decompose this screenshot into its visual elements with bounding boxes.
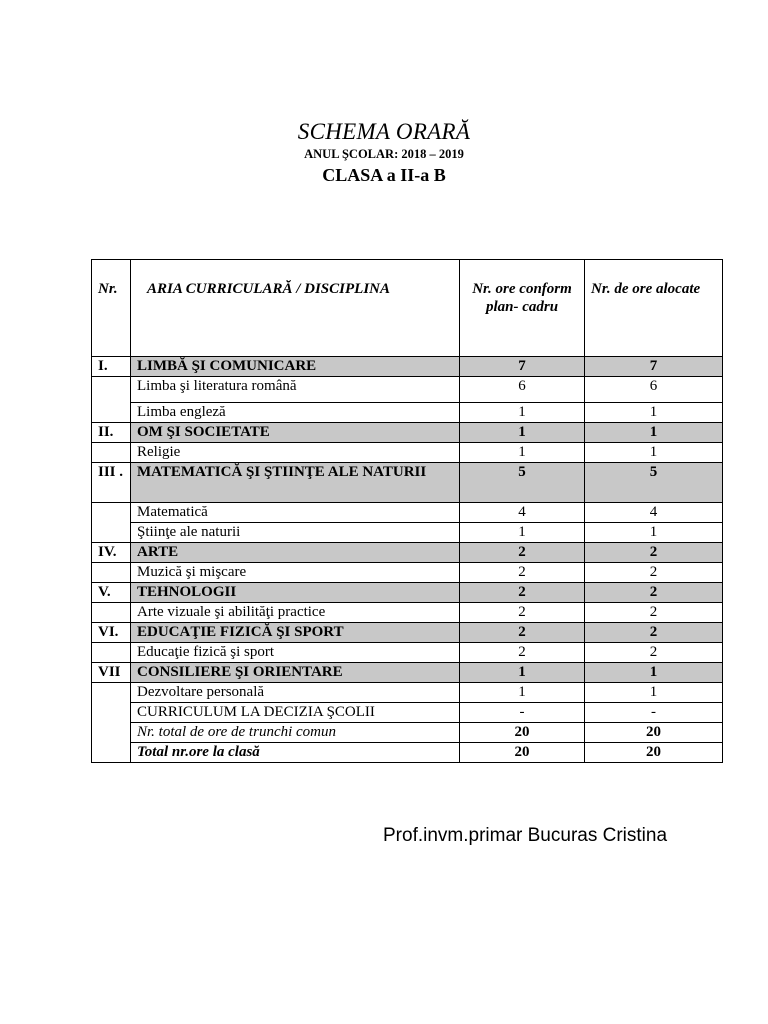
header-nr: Nr. (92, 260, 131, 357)
row-number (92, 523, 131, 543)
allocated-hours: 2 (585, 623, 723, 643)
row-number (92, 683, 131, 703)
plan-hours: 2 (460, 563, 585, 583)
teacher-signature: Prof.invm.primar Bucuras Cristina (383, 825, 668, 846)
discipline-name: CONSILIERE ŞI ORIENTARE (131, 663, 460, 683)
allocated-hours: 1 (585, 663, 723, 683)
plan-hours: 1 (460, 523, 585, 543)
table-header-row (92, 260, 723, 357)
allocated-hours: 2 (585, 643, 723, 663)
plan-hours: 1 (460, 683, 585, 703)
table-row-group (92, 357, 723, 377)
discipline-name: MATEMATICĂ ŞI ŞTIINŢE ALE NATURII (131, 463, 460, 503)
allocated-hours: 4 (585, 503, 723, 523)
table-row (92, 643, 723, 663)
row-number (92, 603, 131, 623)
row-number (92, 563, 131, 583)
row-number (92, 703, 131, 723)
row-number (92, 503, 131, 523)
row-number: III . (92, 463, 131, 503)
plan-hours: 2 (460, 623, 585, 643)
plan-hours: 2 (460, 643, 585, 663)
discipline-name: TEHNOLOGII (131, 583, 460, 603)
row-number (92, 643, 131, 663)
plan-hours: 20 (460, 723, 585, 743)
plan-hours: 2 (460, 603, 585, 623)
allocated-hours: 1 (585, 423, 723, 443)
plan-hours: 6 (460, 377, 585, 403)
allocated-hours: 5 (585, 463, 723, 503)
table-body (92, 357, 723, 763)
plan-hours: 4 (460, 503, 585, 523)
discipline-name: Religie (131, 443, 460, 463)
allocated-hours: - (585, 703, 723, 723)
header-plan-hours: Nr. ore conform plan- cadru (460, 260, 585, 357)
plan-hours: 2 (460, 543, 585, 563)
class-label: CLASA a II-a B (322, 165, 446, 185)
row-number (92, 743, 131, 763)
discipline-name: Nr. total de ore de trunchi comun (131, 723, 460, 743)
plan-hours: 5 (460, 463, 585, 503)
row-number (92, 403, 131, 423)
row-number (92, 443, 131, 463)
discipline-name: EDUCAŢIE FIZICĂ ŞI SPORT (131, 623, 460, 643)
allocated-hours: 20 (585, 723, 723, 743)
allocated-hours: 2 (585, 603, 723, 623)
plan-hours: 1 (460, 423, 585, 443)
plan-hours: 1 (460, 443, 585, 463)
row-number: IV. (92, 543, 131, 563)
row-number: V. (92, 583, 131, 603)
document-header (0, 118, 768, 186)
discipline-name: ARTE (131, 543, 460, 563)
table-row (92, 403, 723, 423)
plan-hours: 20 (460, 743, 585, 763)
table-row-group (92, 423, 723, 443)
table-row (92, 503, 723, 523)
table-row (92, 443, 723, 463)
table-row-group (92, 543, 723, 563)
school-year: ANUL ŞCOLAR: 2018 – 2019 (304, 147, 464, 161)
allocated-hours: 1 (585, 443, 723, 463)
allocated-hours: 1 (585, 683, 723, 703)
plan-hours: 2 (460, 583, 585, 603)
row-number: VI. (92, 623, 131, 643)
discipline-name: Muzică şi mişcare (131, 563, 460, 583)
allocated-hours: 2 (585, 583, 723, 603)
row-number: I. (92, 357, 131, 377)
allocated-hours: 2 (585, 543, 723, 563)
discipline-name: Matematică (131, 503, 460, 523)
table-row (92, 523, 723, 543)
table-row (92, 377, 723, 403)
header-allocated-hours: Nr. de ore alocate (585, 260, 723, 357)
row-number: II. (92, 423, 131, 443)
discipline-name: Total nr.ore la clasă (131, 743, 460, 763)
table-row-group (92, 623, 723, 643)
table-row (92, 743, 723, 763)
plan-hours: 1 (460, 663, 585, 683)
table-row (92, 683, 723, 703)
table-row-group (92, 583, 723, 603)
plan-hours: - (460, 703, 585, 723)
row-number: VII (92, 663, 131, 683)
discipline-name: LIMBĂ ŞI COMUNICARE (131, 357, 460, 377)
discipline-name: Educaţie fizică şi sport (131, 643, 460, 663)
document-title: SCHEMA ORARĂ (297, 119, 471, 144)
plan-hours: 1 (460, 403, 585, 423)
discipline-name: OM ŞI SOCIETATE (131, 423, 460, 443)
plan-hours: 7 (460, 357, 585, 377)
table-row (92, 603, 723, 623)
discipline-name: Limba engleză (131, 403, 460, 423)
discipline-name: Ştiinţe ale naturii (131, 523, 460, 543)
allocated-hours: 2 (585, 563, 723, 583)
table-row-group (92, 663, 723, 683)
allocated-hours: 7 (585, 357, 723, 377)
discipline-name: CURRICULUM LA DECIZIA ŞCOLII (131, 703, 460, 723)
allocated-hours: 1 (585, 523, 723, 543)
discipline-name: Dezvoltare personală (131, 683, 460, 703)
discipline-name: Arte vizuale şi abilităţi practice (131, 603, 460, 623)
table-row (92, 723, 723, 743)
table-row-group (92, 463, 723, 503)
row-number (92, 377, 131, 403)
header-discipline: ARIA CURRICULARĂ / DISCIPLINA (131, 260, 460, 357)
allocated-hours: 1 (585, 403, 723, 423)
schedule-table (91, 259, 723, 763)
table-row (92, 703, 723, 723)
table-row (92, 563, 723, 583)
discipline-name: Limba şi literatura română (131, 377, 460, 403)
allocated-hours: 20 (585, 743, 723, 763)
row-number (92, 723, 131, 743)
allocated-hours: 6 (585, 377, 723, 403)
